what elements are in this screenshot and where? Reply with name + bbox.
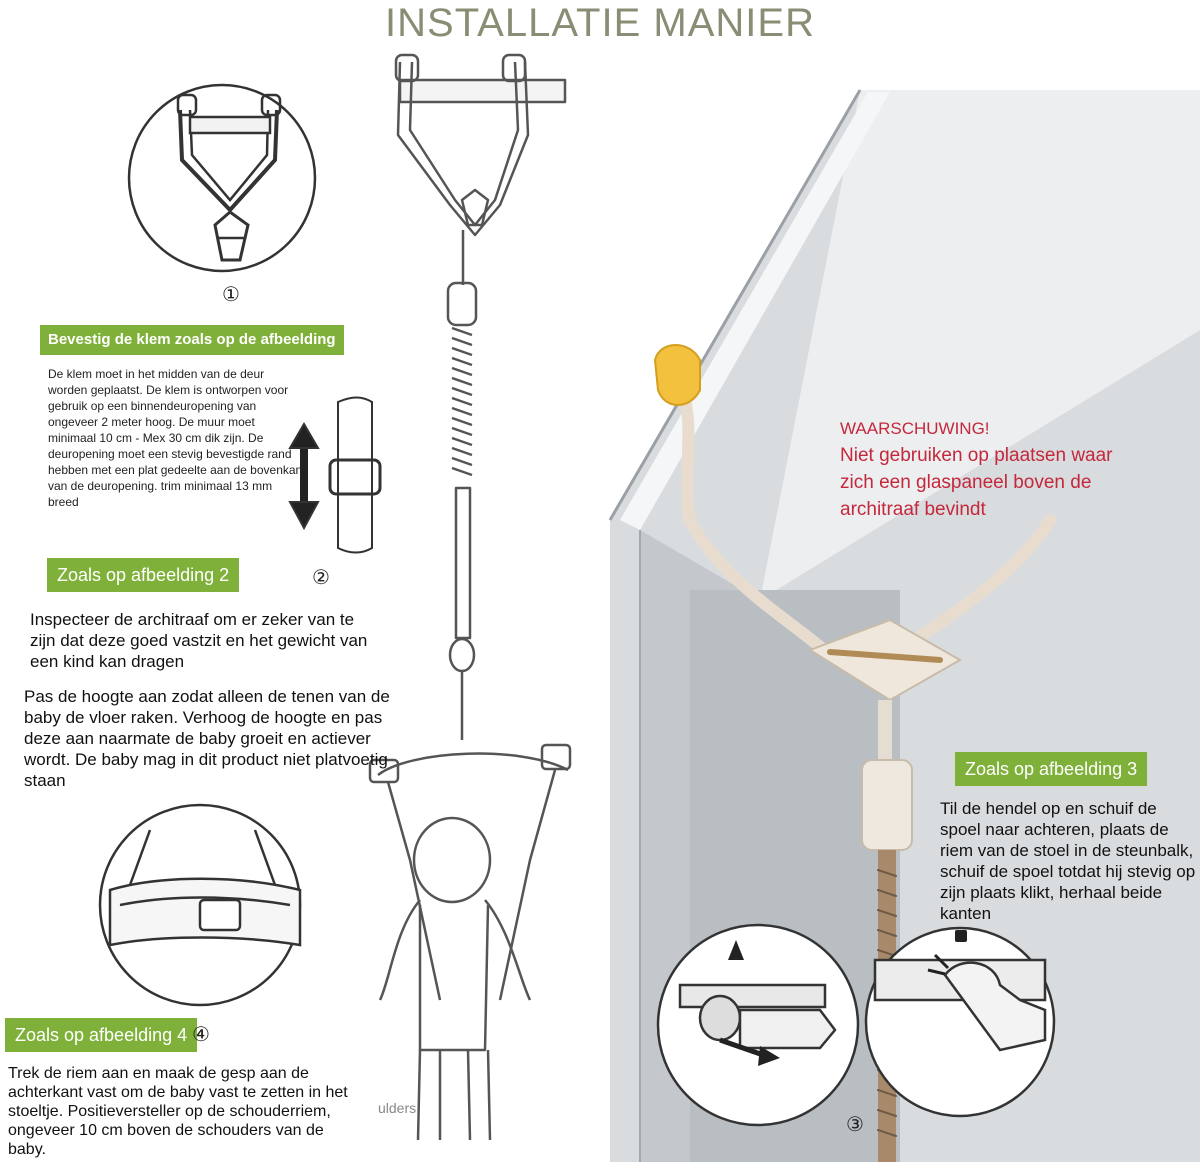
step-1-text: De klem moet in het midden van de deur worden geplaatst. De klem is ontworpen voor gebruik op een binnendeuropening van ongeveer 2 meter hoog. De muur moet minimaal 10 cm - Mex 30 cm dik zijn. De deuropening moet een stevig bevestigde rand hebben met een plat gedeelte aan de bovenkant van de deuropening. trim minimaal 13 mm breed <box>48 367 306 509</box>
detail-circle-3a <box>658 925 858 1125</box>
warning-text: Niet gebruiken op plaatsen waar zich een glaspaneel boven de architraaf bevindt <box>840 445 1113 520</box>
detail-circle-3b <box>866 928 1054 1116</box>
illustration-caption: ulders <box>378 1100 417 1116</box>
jumper-drawing <box>370 55 570 1140</box>
step-3-number: ③ <box>846 1114 864 1136</box>
step-2-label: Zoals op afbeelding 2 <box>47 558 239 592</box>
detail-circle-4 <box>100 805 300 1005</box>
page-title: INSTALLATIE MANIER <box>385 1 815 45</box>
step-4-number: ④ <box>192 1024 210 1046</box>
warning-block <box>840 415 1140 523</box>
step-2-number: ② <box>312 567 330 589</box>
step-3-text: Til de hendel op en schuif de spoel naar achteren, plaats de riem van de stoel in de steunbalk, schuif de spoel totdat hij stevig op zijn plaats klikt, herhaal beide kanten <box>940 799 1196 923</box>
step-4-label: Zoals op afbeelding 4 <box>5 1018 197 1052</box>
step-1-label: Bevestig de klem zoals op de afbeelding <box>40 325 344 355</box>
step-4-text: Trek de riem aan en maak de gesp aan de achterkant vast om de baby vast te zetten in het stoeltje. Positieversteller op de schouderriem, ongeveer 10 cm boven de schouders van de baby. <box>8 1065 348 1158</box>
step-2-text-a: Inspecteer de architraaf om er zeker van te zijn dat deze goed vastzit en het gewicht van een kind kan dragen <box>30 610 368 671</box>
warning-heading: WAARSCHUWING! <box>840 419 990 438</box>
detail-circle-1 <box>129 85 315 271</box>
step-2-text-b: Pas de hoogte aan zodat alleen de tenen van de baby de vloer raken. Verhoog de hoogte en pas deze aan naarmate de baby groeit en actiever wordt. De baby mag in dit product niet platvoetig staan <box>24 687 390 790</box>
step-3-label: Zoals op afbeelding 3 <box>955 752 1147 786</box>
step-1-number: ① <box>222 284 240 306</box>
